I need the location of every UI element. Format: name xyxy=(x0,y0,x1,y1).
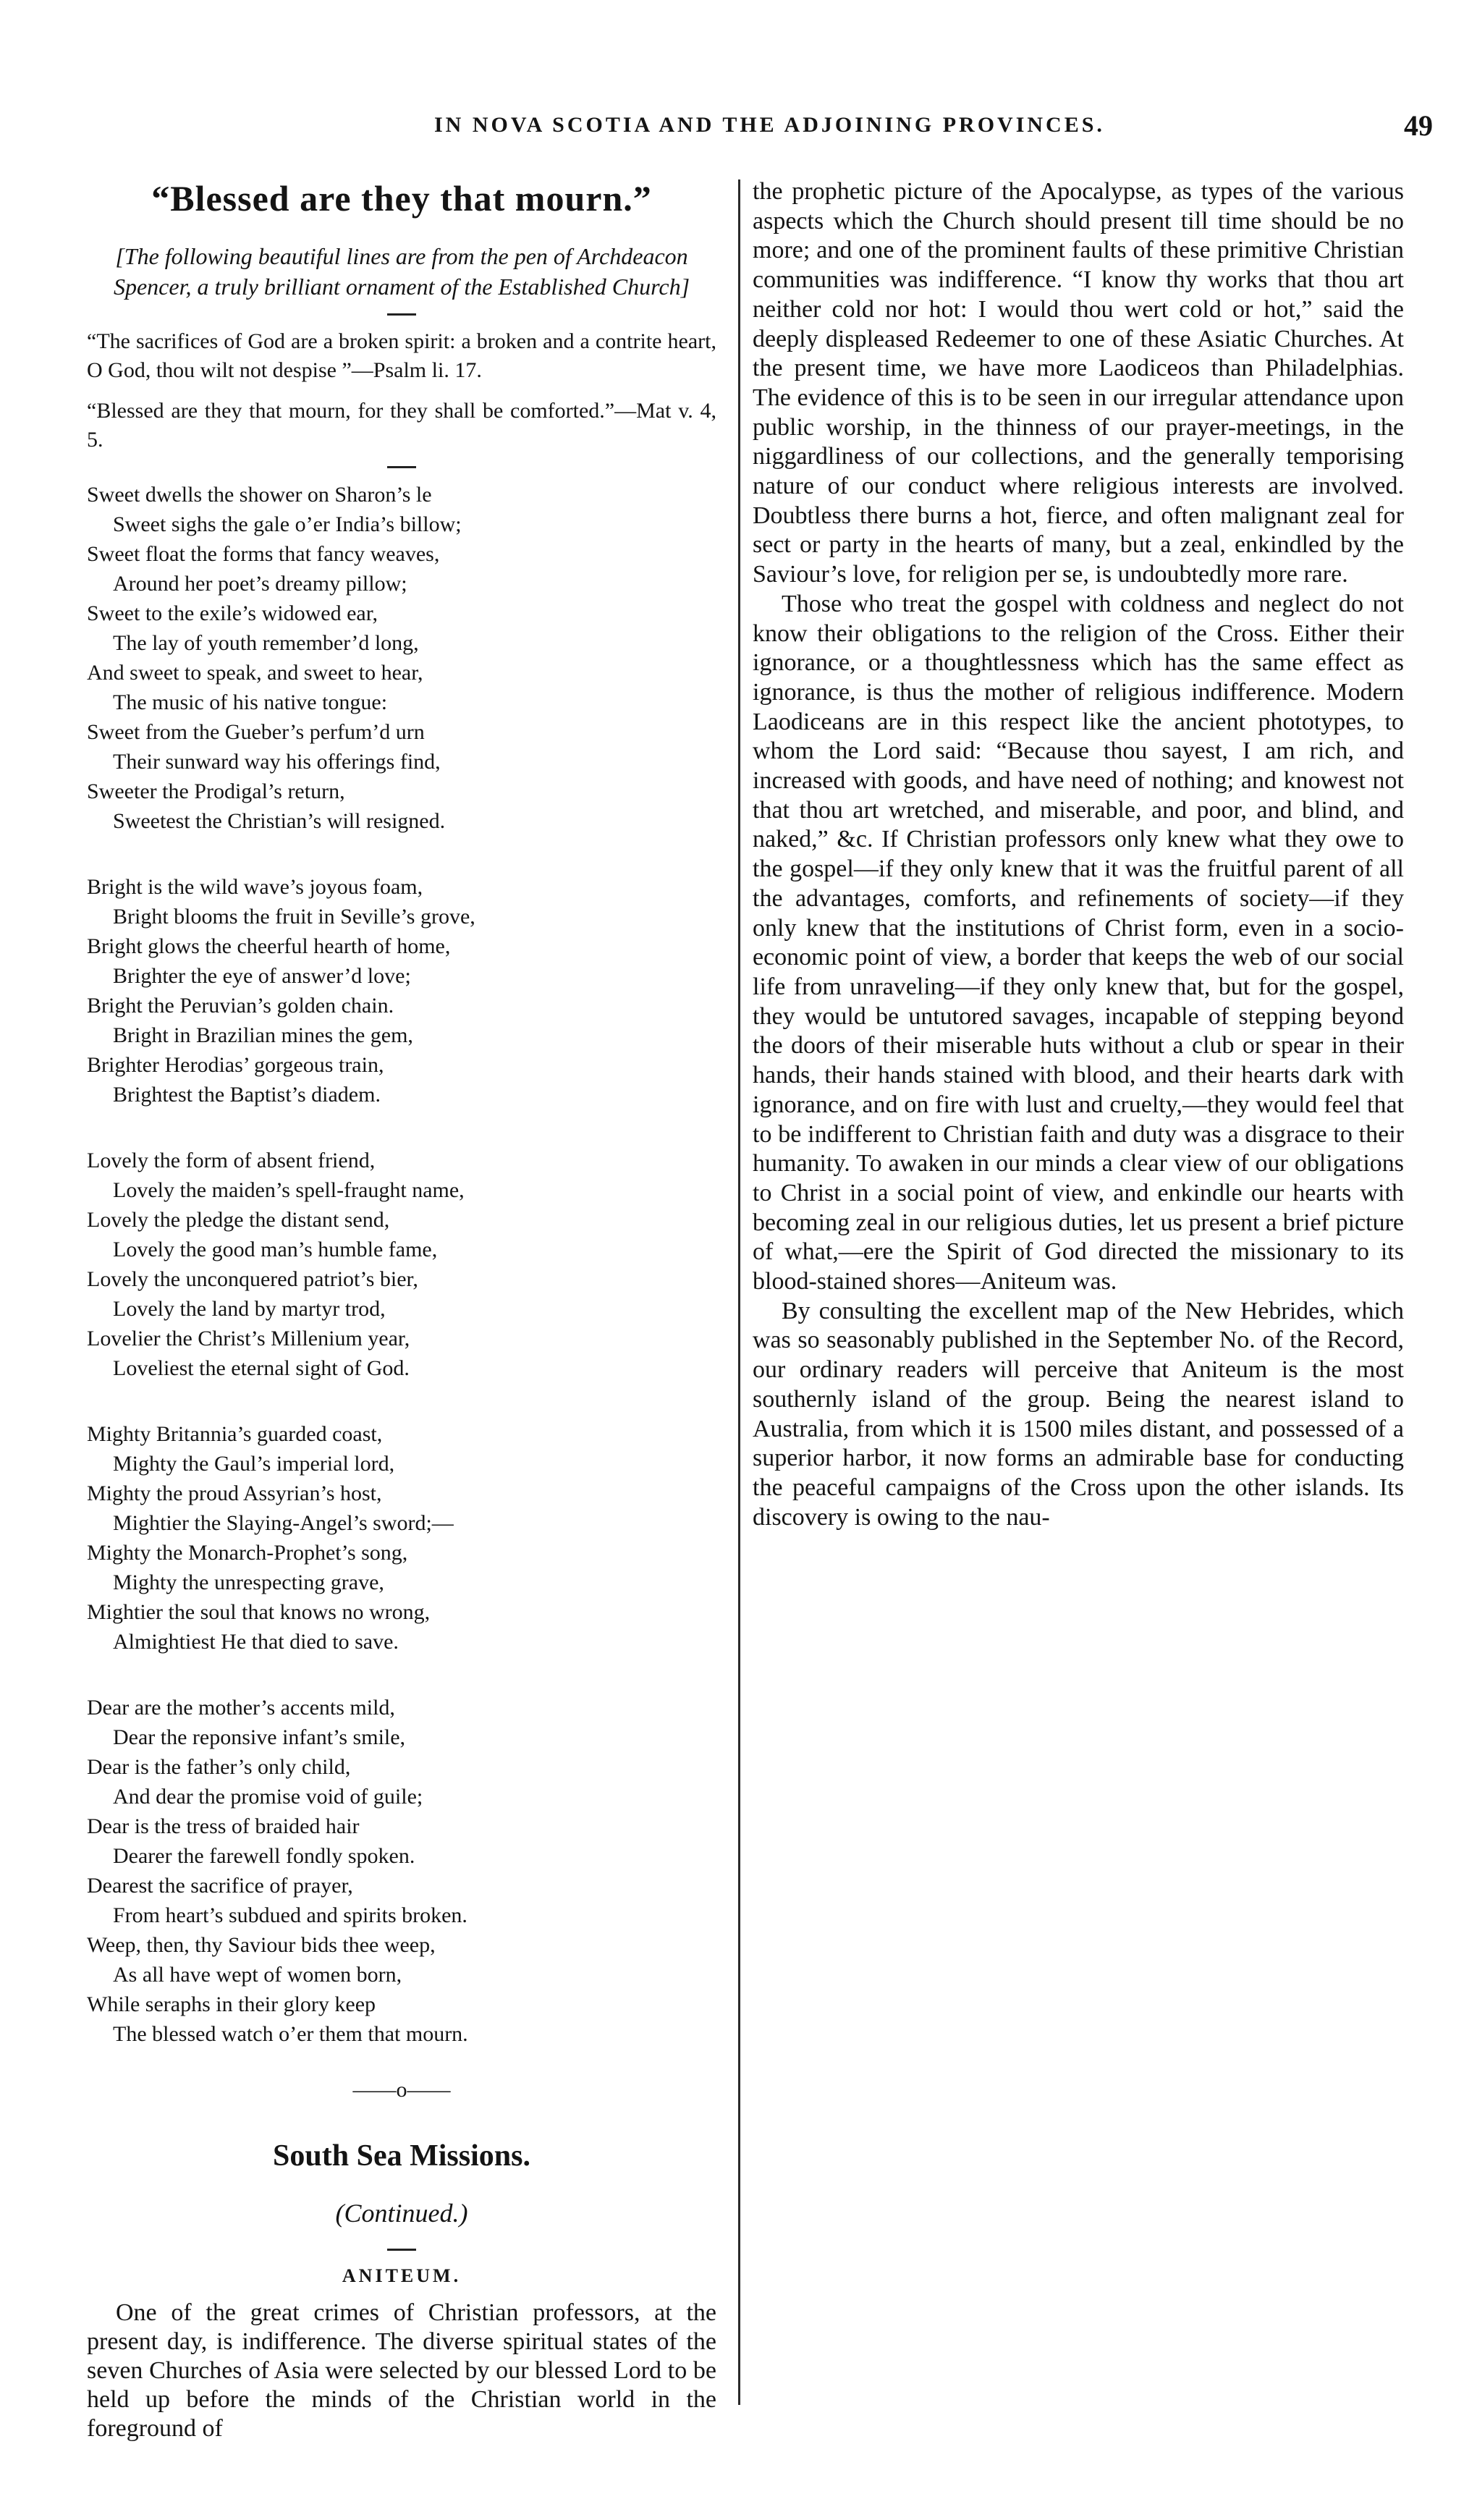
epigraph-matthew: “Blessed are they that mourn, for they shall be comforted.”—Mat v. 4, 5. xyxy=(87,399,716,452)
verse-line: Bright glows the cheerful hearth of home, xyxy=(87,934,451,958)
verse-line: While seraphs in their glory keep xyxy=(87,1992,376,2016)
verse-line: From heart’s subdued and spirits broken. xyxy=(113,1903,467,1927)
verse-line: Mighty the Gaul’s imperial lord, xyxy=(113,1452,395,1476)
right-column xyxy=(753,177,1404,1532)
verse-line: The lay of youth remember’d long, xyxy=(113,631,419,655)
verse-line: Sweet from the Gueber’s perfum’d urn xyxy=(87,720,425,744)
verse-line: Bright in Brazilian mines the gem, xyxy=(113,1023,413,1047)
column-rule xyxy=(738,179,740,2405)
short-rule xyxy=(387,466,416,468)
missions-title: South Sea Missions. xyxy=(273,2139,530,2173)
verse-line: And sweet to speak, and sweet to hear, xyxy=(87,661,423,685)
poem-stanza-lovely xyxy=(87,1146,716,1383)
missions-paragraph-1: One of the great crimes of Christian professors, at the present day, is indifference. The diverse spiritual states of the seven Churches of Asia were selected by our blessed Lord to be held up before the minds of the Christian world in the foreground of xyxy=(87,2299,716,2442)
verse-line: Loveliest the eternal sight of God. xyxy=(113,1356,410,1380)
verse-line: Weep, then, thy Saviour bids thee weep, xyxy=(87,1933,436,1957)
verse-line: Lovelier the Christ’s Millenium year, xyxy=(87,1327,410,1350)
verse-line: Brighter the eye of answer’d love; xyxy=(113,964,411,988)
verse-line: Mightier the soul that knows no wrong, xyxy=(87,1600,431,1624)
verse-line: Bright is the wild wave’s joyous foam, xyxy=(87,875,423,899)
verse-line: Bright the Peruvian’s golden chain. xyxy=(87,994,394,1018)
missions-paragraph-1-continued: the prophetic picture of the Apocalypse, as types of the various aspects which the Church should present till time should be no more; and one of the prominent faults of these primitive Christian communities was indifference. “I know thy works that thou art neither cold nor hot: I would thou wert cold or hot,” said the deeply displeased Redeemer to one of these Asiatic Churches. At the present time, we have more Laodiceos than Philadelphias. The evidence of this is to be seen in our irregular attendance upon public worship, in the thinness of our prayer-meetings, in the niggardliness of our collections, and the generally temporising nature of our conduct where religious interests are involved. Doubtless there burns a hot, fierce, and often malignant zeal for sect or party in the hearts of many, but a zeal, enkindled by the Saviour’s love, for religion per se, is undoubtedly more rare. xyxy=(753,178,1404,588)
verse-line: As all have wept of women born, xyxy=(113,1963,402,1987)
missions-subtitle: (Continued.) xyxy=(335,2199,468,2228)
verse-line: Sweeter the Prodigal’s return, xyxy=(87,779,345,803)
poem-stanza-sweet xyxy=(87,480,716,836)
verse-line: Dear the reponsive infant’s smile, xyxy=(113,1725,406,1749)
verse-line: Sweetest the Christian’s will resigned. xyxy=(113,809,446,833)
verse-line: Sweet dwells the shower on Sharon’s le xyxy=(87,483,432,507)
missions-heading: ANITEUM. xyxy=(342,2265,462,2286)
verse-line: Sweet float the forms that fancy weaves, xyxy=(87,542,440,566)
verse-line: Mightier the Slaying-Angel’s sword;— xyxy=(113,1511,454,1535)
poem-stanza-bright xyxy=(87,872,716,1109)
verse-line: Mighty the unrespecting grave, xyxy=(113,1570,384,1594)
verse-line: Their sunward way his offerings find, xyxy=(113,750,441,774)
verse-line: Lovely the land by martyr trod, xyxy=(113,1297,386,1321)
verse-line: And dear the promise void of guile; xyxy=(113,1785,423,1809)
poem-intro-note: [The following beautiful lines are from the pen of Archdeacon Spencer, a truly brilliant ornament of the Established Church] xyxy=(113,243,690,300)
verse-line: Dearest the sacrifice of prayer, xyxy=(87,1874,353,1898)
verse-line: Dear is the father’s only child, xyxy=(87,1755,351,1779)
section-separator: ——o—— xyxy=(352,2078,451,2102)
poem-stanza-mighty xyxy=(87,1419,716,1657)
verse-line: Almightiest He that died to save. xyxy=(113,1630,399,1654)
verse-line: The music of his native tongue: xyxy=(113,690,388,714)
missions-paragraph-2: Those who treat the gospel with coldness and neglect do not know their obligations to the religion of the Cross. Either their ignorance, or a thoughtlessness which has the same effect as ignorance, is thus the mother of religious indifference. Modern Laodiceans are in this respect like the ancient phototypes, to whom the Lord said: “Because thou sayest, I am rich, and increased with goods, and have need of nothing; and knowest not that thou art wretched, and miserable, and poor, and blind, and naked,” &c. If Christian professors only knew what they owe to the gospel—if they only knew that it was the fruitful parent of all the advantages, comforts, and refinements of society—if they only knew that the institutions of Christ form, even in a socio-economic point of view, a border that keeps the web of our social life from unraveling—if they only knew that, but for the gospel, they would be untutored savages, incapable of stepping beyond the doors of their miserable huts without a club or spear in their hands, their hands stained with blood, and their hearts dark with ignorance, and on fire with lust and cruelty,—they would feel that to be indifferent to Christian faith and duty was a disgrace to their humanity. To awaken in our minds a clear view of our obligations to Christ in a social point of view, and enkindle our hearts with becoming zeal in our religious duties, let us present a brief picture of what,—ere the Spirit of God directed the missionary to its blood-stained shores—Aniteum was. xyxy=(753,590,1404,1295)
page-number: 49 xyxy=(1404,109,1433,142)
verse-line: Lovely the form of absent friend, xyxy=(87,1149,376,1172)
verse-line: Sweet sighs the gale o’er India’s billow; xyxy=(113,512,462,536)
verse-line: Dearer the farewell fondly spoken. xyxy=(113,1844,415,1868)
left-column xyxy=(87,177,716,2443)
verse-line: Lovely the unconquered patriot’s bier, xyxy=(87,1267,418,1291)
verse-line: Dear is the tress of braided hair xyxy=(87,1814,360,1838)
verse-line: Brightest the Baptist’s diadem. xyxy=(113,1083,381,1107)
verse-line: Dear are the mother’s accents mild, xyxy=(87,1696,395,1720)
verse-line: Mighty the proud Assyrian’s host, xyxy=(87,1481,382,1505)
verse-line: Bright blooms the fruit in Seville’s grove, xyxy=(113,905,475,929)
short-rule xyxy=(387,313,416,316)
verse-line: Lovely the good man’s humble fame, xyxy=(113,1238,438,1261)
missions-paragraph-3: By consulting the excellent map of the New Hebrides, which was so seasonably published in the September No. of the Record, our ordinary readers will perceive that Aniteum is the most southernly island of the group. Being the nearest island to Australia, from which it is 1500 miles distant, and possessed of a superior harbor, it now forms an admirable base for conducting the peaceful campaigns of the Cross upon the other islands. Its discovery is owing to the nau- xyxy=(753,1297,1404,1531)
verse-line: Mighty the Monarch-Prophet’s song, xyxy=(87,1541,408,1565)
verse-line: Lovely the pledge the distant send, xyxy=(87,1208,390,1232)
verse-line: Lovely the maiden’s spell-fraught name, xyxy=(113,1178,465,1202)
verse-line: Sweet to the exile’s widowed ear, xyxy=(87,601,378,625)
verse-line: Mighty Britannia’s guarded coast, xyxy=(87,1422,383,1446)
epigraph-psalm: “The sacrifices of God are a broken spirit: a broken and a contrite heart, O God, thou wilt not despise ”—Psalm li. 17. xyxy=(87,329,716,382)
page-header xyxy=(87,109,1440,152)
verse-line: The blessed watch o’er them that mourn. xyxy=(113,2022,468,2046)
poem-title: “Blessed are they that mourn.” xyxy=(151,178,652,219)
poem-stanza-dear xyxy=(87,1693,716,2049)
running-head: IN NOVA SCOTIA AND THE ADJOINING PROVINCES. xyxy=(434,113,1105,137)
verse-line: Brighter Herodias’ gorgeous train, xyxy=(87,1053,384,1077)
short-rule xyxy=(387,2249,416,2251)
verse-line: Around her poet’s dreamy pillow; xyxy=(113,572,407,596)
